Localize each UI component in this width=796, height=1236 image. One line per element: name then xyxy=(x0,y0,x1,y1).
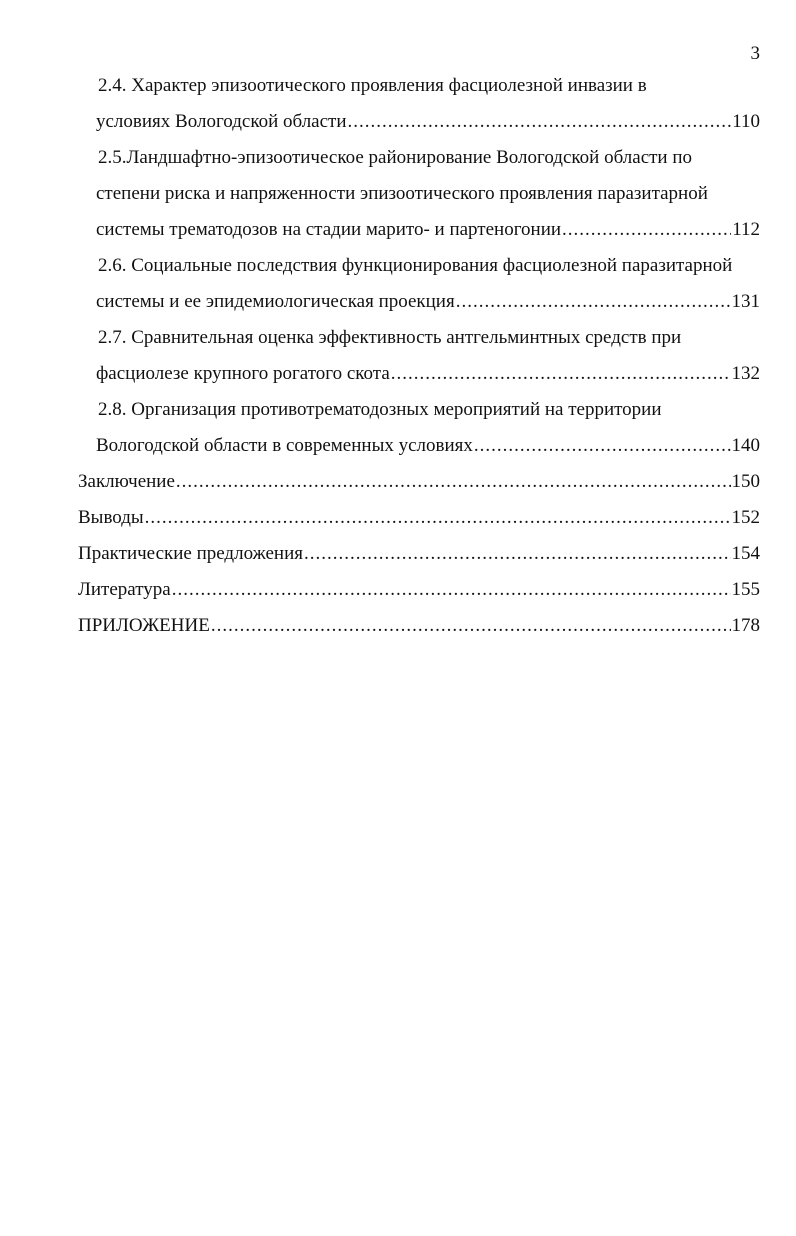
dot-leader xyxy=(145,500,731,536)
toc-entry-line: 2.8. Организация противотрематодозных мероприятий на территории xyxy=(98,399,662,420)
dot-leader xyxy=(176,464,731,500)
dot-leader xyxy=(391,356,731,392)
toc-entry-label: Выводы xyxy=(78,507,144,528)
toc-entry-2-7[interactable] xyxy=(78,320,760,392)
table-of-contents xyxy=(78,68,760,644)
toc-entry-line: 2.7. Сравнительная оценка эффективность антгельминтных средств при xyxy=(98,327,682,348)
toc-entry-label: Практические предложения xyxy=(78,543,303,564)
toc-entry-label: Литература xyxy=(78,579,171,600)
dot-leader xyxy=(172,572,731,608)
toc-entry-line: 2.6. Социальные последствия функционирования фасциолезной паразитарной xyxy=(98,255,733,276)
toc-entry-line: системы и ее эпидемиологическая проекция xyxy=(96,291,455,312)
toc-entry-line: 2.5.Ландшафтно-эпизоотическое районирование Вологодской области по xyxy=(98,147,693,168)
toc-page-number: 140 xyxy=(731,435,760,456)
toc-page-number: 131 xyxy=(731,291,760,312)
toc-page-number: 150 xyxy=(731,471,760,492)
dot-leader xyxy=(562,212,731,248)
toc-entry-practical-proposals[interactable] xyxy=(78,536,760,572)
toc-entry-line: 2.4. Характер эпизоотического проявления фасциолезной инвазии в xyxy=(98,75,647,96)
toc-page-number: 152 xyxy=(731,507,760,528)
toc-entry-literature[interactable] xyxy=(78,572,760,608)
toc-entry-line: степени риска и напряженности эпизоотического проявления паразитарной xyxy=(96,183,708,204)
toc-entry-2-6[interactable] xyxy=(78,248,760,320)
toc-page-number: 110 xyxy=(732,111,760,132)
toc-entry-label: Заключение xyxy=(78,471,175,492)
dot-leader xyxy=(211,608,731,644)
toc-page-number: 155 xyxy=(731,579,760,600)
toc-page-number: 132 xyxy=(731,363,760,384)
dot-leader xyxy=(348,104,732,140)
toc-page-number: 112 xyxy=(732,219,760,240)
dot-leader xyxy=(474,428,731,464)
toc-entry-2-5[interactable] xyxy=(78,140,760,248)
toc-entry-appendix[interactable] xyxy=(78,608,760,644)
toc-entry-line: системы трематодозов на стадии марито- и партеногонии xyxy=(96,219,562,240)
toc-page-number: 154 xyxy=(731,543,760,564)
toc-entry-conclusion[interactable] xyxy=(78,464,760,500)
toc-entry-2-4[interactable] xyxy=(78,68,760,140)
dot-leader xyxy=(304,536,731,572)
toc-entry-findings[interactable] xyxy=(78,500,760,536)
toc-entry-label: ПРИЛОЖЕНИЕ xyxy=(78,615,210,636)
toc-page-number: 178 xyxy=(731,615,760,636)
page-number: 3 xyxy=(750,43,760,64)
toc-entry-line: фасциолезе крупного рогатого скота xyxy=(96,363,390,384)
toc-entry-line: Вологодской области в современных условиях xyxy=(96,435,473,456)
dot-leader xyxy=(456,284,731,320)
toc-entry-2-8[interactable] xyxy=(78,392,760,464)
toc-entry-line: условиях Вологодской области xyxy=(96,111,347,132)
